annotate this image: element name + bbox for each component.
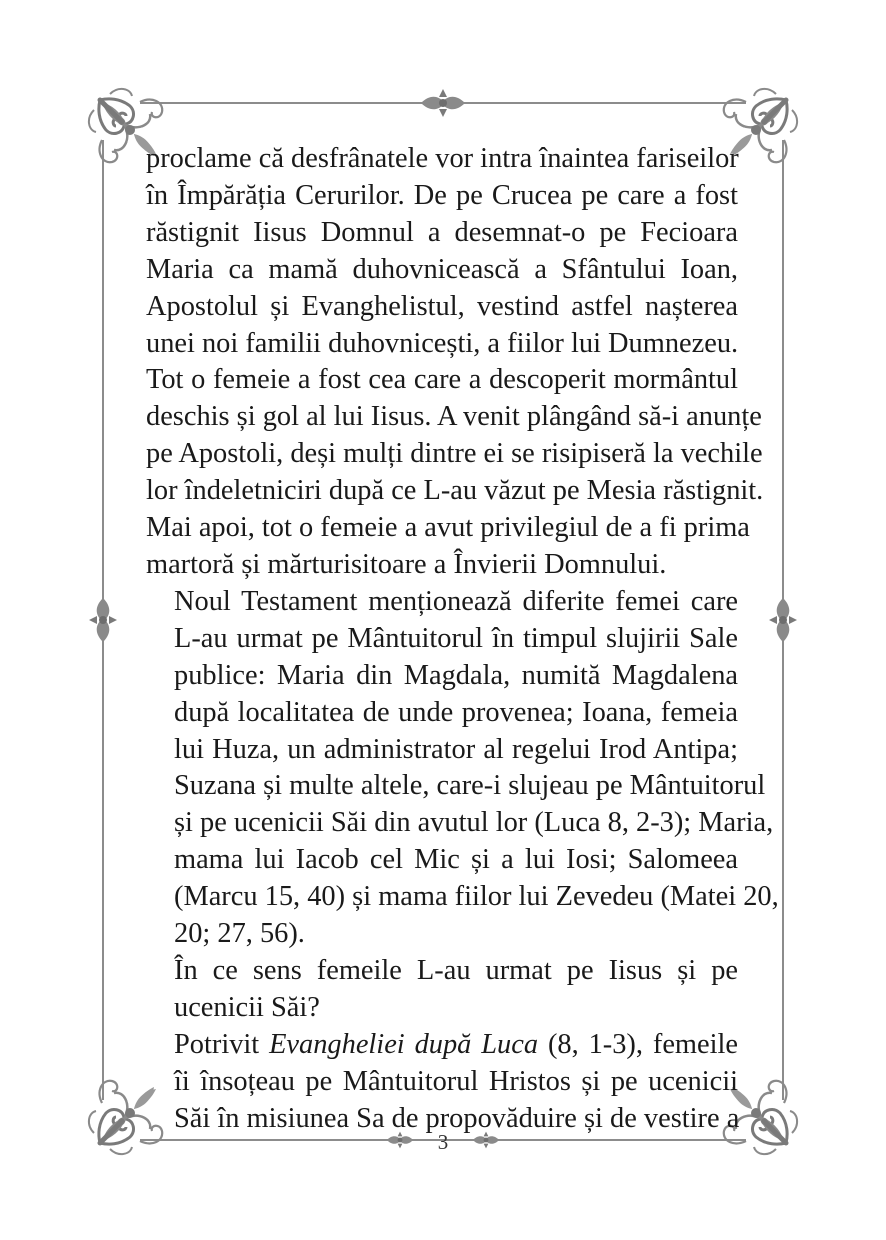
right-center-ornament xyxy=(769,598,797,642)
text-line: după localitatea de unde provenea; Ioana, femeia xyxy=(174,696,738,728)
text-line: martoră și mărturisitoare a Învierii Domnului. xyxy=(146,548,667,580)
paragraph xyxy=(146,141,764,584)
paragraph xyxy=(146,584,779,953)
text-line: lor îndeletniciri după ce L-au văzut pe Mesia răstignit. xyxy=(146,475,764,507)
text-line: Săi în misiunea Sa de propovăduire și de vestire a xyxy=(174,1102,740,1134)
text-line: pe Apostoli, deși mulți dintre ei se risipiseră la vechile xyxy=(146,438,763,470)
text-line: în Împărăția Cerurilor. De pe Crucea pe care a fost xyxy=(146,179,738,211)
text-line: publice: Maria din Magdala, numită Magdalena xyxy=(174,659,738,691)
text-line: 20; 27, 56). xyxy=(174,918,305,950)
text-line xyxy=(146,1027,738,1064)
text-line: Noul Testament menționează diferite femei care xyxy=(174,585,738,617)
text-line: Suzana și multe altele, care-i slujeau pe Mântuitorul xyxy=(174,770,766,802)
text-line: unei noi familii duhovnicești, a fiilor lui Dumnezeu. xyxy=(146,327,739,359)
body-text xyxy=(146,141,779,1137)
top-center-ornament xyxy=(421,89,465,117)
text-line: și pe ucenicii Săi din avutul lor (Luca 8, 2-3); Maria, xyxy=(174,807,774,839)
text-line: lui Huza, un administrator al regelui Irod Antipa; xyxy=(174,733,738,765)
text-line: Apostolul și Evanghelistul, vestind astfel nașterea xyxy=(146,290,738,322)
text-span: Potrivit xyxy=(174,1028,270,1060)
text-line: îi însoțeau pe Mântuitorul Hristos și pe ucenicii xyxy=(174,1065,738,1097)
left-center-ornament xyxy=(89,598,117,642)
text-line: (Marcu 15, 40) și mama fiilor lui Zevedeu (Matei 20, xyxy=(174,881,779,913)
text-line: Mai apoi, tot o femeie a avut privilegiul de a fi prima xyxy=(146,512,750,544)
text-line: mama lui Iacob cel Mic și a lui Iosi; Salomeea xyxy=(174,844,738,876)
text-line: Maria ca mamă duhovnicească a Sfântului Ioan, xyxy=(146,253,738,285)
page-number: 3 xyxy=(437,1130,449,1154)
italic-title: Evangheliei după Luca xyxy=(269,1028,539,1060)
text-line: proclame că desfrânatele vor intra înaintea fariseilor xyxy=(146,143,739,174)
text-line: L-au urmat pe Mântuitorul în timpul slujirii Sale xyxy=(174,622,738,654)
text-span: (8, 1-3), femeile xyxy=(538,1028,738,1060)
text-line: Tot o femeie a fost cea care a descoperit mormântul xyxy=(146,364,738,396)
text-line: ucenicii Săi? xyxy=(174,991,320,1023)
paragraph xyxy=(146,953,738,1027)
text-line: răstignit Iisus Domnul a desemnat-o pe Fecioara xyxy=(146,216,738,248)
text-line: În ce sens femeile L-au urmat pe Iisus și pe xyxy=(174,954,738,986)
paragraph xyxy=(146,1027,738,1138)
text-line: deschis și gol al lui Iisus. A venit plângând să-i anunțe xyxy=(146,401,762,433)
